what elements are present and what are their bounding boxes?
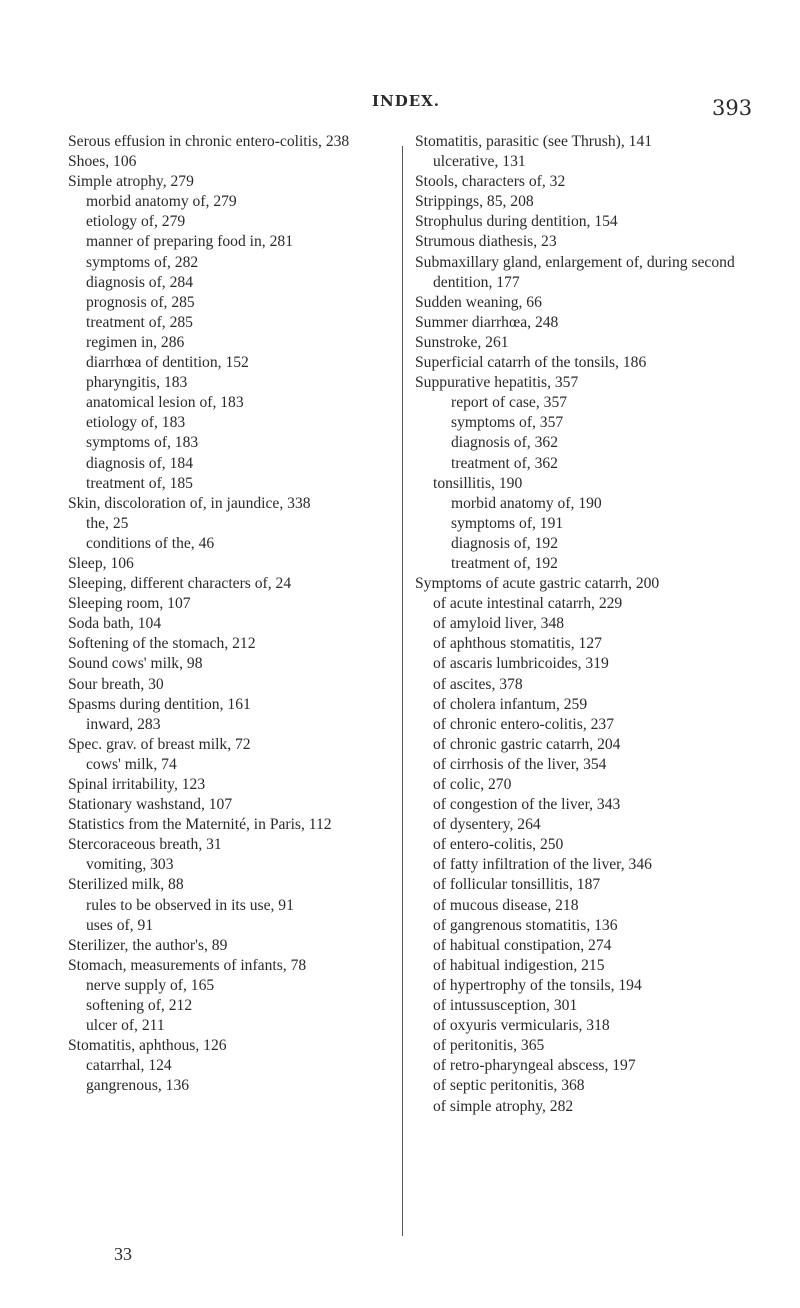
signature-mark: 33 (114, 1244, 132, 1264)
index-entry: morbid anatomy of, 279 (86, 193, 237, 211)
index-entry: report of case, 357 (451, 394, 568, 412)
index-entry: of simple atrophy, 282 (433, 1097, 574, 1115)
index-entry: Simple atrophy, 279 (68, 173, 194, 191)
index-entry: rules to be observed in its use, 91 (86, 896, 294, 914)
index-entry: the, 25 (86, 514, 129, 532)
index-entry: of follicular tonsillitis, 187 (433, 876, 601, 894)
index-entry: prognosis of, 285 (86, 293, 195, 311)
index-entry: Sleeping, different characters of, 24 (68, 575, 292, 593)
index-entry: Summer diarrhœa, 248 (415, 313, 559, 331)
index-entry: of ascaris lumbricoides, 319 (433, 655, 609, 673)
index-entry: ulcer of, 211 (86, 1017, 165, 1035)
index-entry: tonsillitis, 190 (433, 474, 523, 492)
index-entry: gangrenous, 136 (86, 1077, 190, 1095)
index-entry: of entero-colitis, 250 (433, 836, 564, 854)
index-entry: catarrhal, 124 (86, 1057, 172, 1075)
index-entry: Shoes, 106 (68, 153, 137, 171)
index-entry: Strippings, 85, 208 (415, 193, 534, 211)
index-entry: treatment of, 185 (86, 474, 193, 492)
index-entry: vomiting, 303 (86, 856, 174, 874)
index-entry: of fatty infiltration of the liver, 346 (433, 856, 652, 874)
index-entry: diagnosis of, 362 (451, 434, 558, 452)
index-entry: Soda bath, 104 (68, 615, 162, 633)
index-entry: diagnosis of, 184 (86, 454, 193, 472)
running-head: INDEX. (372, 92, 441, 110)
index-entry: of chronic entero-colitis, 237 (433, 715, 615, 733)
index-entry: Skin, discoloration of, in jaundice, 338 (68, 494, 311, 512)
index-entry: Stools, characters of, 32 (415, 173, 566, 191)
index-entry: of aphthous stomatitis, 127 (433, 635, 602, 653)
index-entry: Strumous diathesis, 23 (415, 233, 557, 251)
index-entry: Stomatitis, aphthous, 126 (68, 1037, 227, 1055)
index-entry: symptoms of, 357 (451, 414, 564, 432)
index-entry: Sunstroke, 261 (415, 333, 509, 351)
page-header (0, 88, 800, 122)
index-entry: manner of preparing food in, 281 (86, 233, 293, 251)
index-entry: Sterilizer, the author's, 89 (68, 936, 228, 954)
index-entry: symptoms of, 282 (86, 253, 199, 271)
index-entry: of ascites, 378 (433, 675, 523, 693)
index-entry: Spec. grav. of breast milk, 72 (68, 735, 251, 753)
index-entry: Sour breath, 30 (68, 675, 164, 693)
index-entry: inward, 283 (86, 715, 161, 733)
column-divider (402, 146, 403, 1236)
index-entry: Superficial catarrh of the tonsils, 186 (415, 354, 647, 372)
index-entry: softening of, 212 (86, 997, 193, 1015)
index-entry: Softening of the stomach, 212 (68, 635, 256, 653)
index-entry: of dysentery, 264 (433, 816, 541, 834)
index-entry: conditions of the, 46 (86, 534, 215, 552)
index-entry: Spinal irritability, 123 (68, 776, 206, 793)
index-entry: Statistics from the Maternité, in Paris, 112 (68, 816, 332, 834)
index-entry: treatment of, 192 (451, 554, 558, 572)
index-entry: Sudden weaning, 66 (415, 293, 542, 311)
index-entry: etiology of, 279 (86, 213, 186, 231)
index-entry: of retro-pharyngeal abscess, 197 (433, 1057, 636, 1075)
index-entry: of oxyuris vermicularis, 318 (433, 1017, 610, 1035)
index-entry: Suppurative hepatitis, 357 (415, 374, 579, 392)
index-entry: of gangrenous stomatitis, 136 (433, 916, 618, 934)
index-entry: of chronic gastric catarrh, 204 (433, 735, 621, 753)
index-entry: uses of, 91 (86, 916, 154, 934)
index-entry: Serous effusion in chronic entero-colitis, 238 (68, 133, 350, 150)
index-entry: diagnosis of, 284 (86, 273, 193, 291)
index-entry: anatomical lesion of, 183 (86, 394, 244, 412)
index-entry: of hypertrophy of the tonsils, 194 (433, 976, 642, 994)
index-entry: Sleep, 106 (68, 554, 134, 572)
index-entry: diarrhœa of dentition, 152 (86, 354, 249, 372)
index-entry: Stercoraceous breath, 31 (68, 836, 222, 854)
index-column-right (415, 132, 741, 1117)
index-entry: Strophulus during dentition, 154 (415, 213, 618, 231)
index-entry: of colic, 270 (433, 776, 512, 793)
index-entry: Stationary washstand, 107 (68, 796, 233, 814)
index-entry: treatment of, 285 (86, 313, 193, 331)
index-entry: symptoms of, 183 (86, 434, 199, 452)
index-entry: Symptoms of acute gastric catarrh, 200 (415, 575, 660, 593)
index-column-left (68, 132, 395, 1097)
index-entry: symptoms of, 191 (451, 514, 564, 532)
index-entry: of mucous disease, 218 (433, 896, 579, 914)
index-entry: of septic peritonitis, 368 (433, 1077, 585, 1095)
index-entry: Stomach, measurements of infants, 78 (68, 956, 307, 974)
index-entry: of acute intestinal catarrh, 229 (433, 595, 623, 613)
index-entry: etiology of, 183 (86, 414, 186, 432)
index-entry: Sleeping room, 107 (68, 595, 191, 613)
page-number: 393 (712, 96, 753, 120)
index-entry: of habitual indigestion, 215 (433, 956, 605, 974)
index-entry: pharyngitis, 183 (86, 374, 188, 392)
index-entry: regimen in, 286 (86, 333, 185, 351)
index-entry: Sterilized milk, 88 (68, 876, 184, 894)
index-entry: Submaxillary gland, enlargement of, during second dentition, 177 (415, 253, 735, 291)
index-entry: of intussusception, 301 (433, 997, 578, 1015)
index-entry: of habitual constipation, 274 (433, 936, 612, 954)
index-entry: Sound cows' milk, 98 (68, 655, 203, 673)
index-entry: of amyloid liver, 348 (433, 615, 565, 633)
index-entry: of congestion of the liver, 343 (433, 796, 621, 814)
index-entry: of peritonitis, 365 (433, 1037, 545, 1055)
index-entry: of cirrhosis of the liver, 354 (433, 755, 607, 773)
index-entry: Stomatitis, parasitic (see Thrush), 141 (415, 133, 653, 150)
index-entry: nerve supply of, 165 (86, 976, 215, 994)
index-entry: morbid anatomy of, 190 (451, 494, 602, 512)
index-entry: ulcerative, 131 (433, 153, 526, 171)
index-entry: cows' milk, 74 (86, 755, 177, 773)
index-entry: treatment of, 362 (451, 454, 558, 472)
index-entry: of cholera infantum, 259 (433, 695, 588, 713)
index-entry: Spasms during dentition, 161 (68, 695, 251, 713)
index-entry: diagnosis of, 192 (451, 534, 558, 552)
